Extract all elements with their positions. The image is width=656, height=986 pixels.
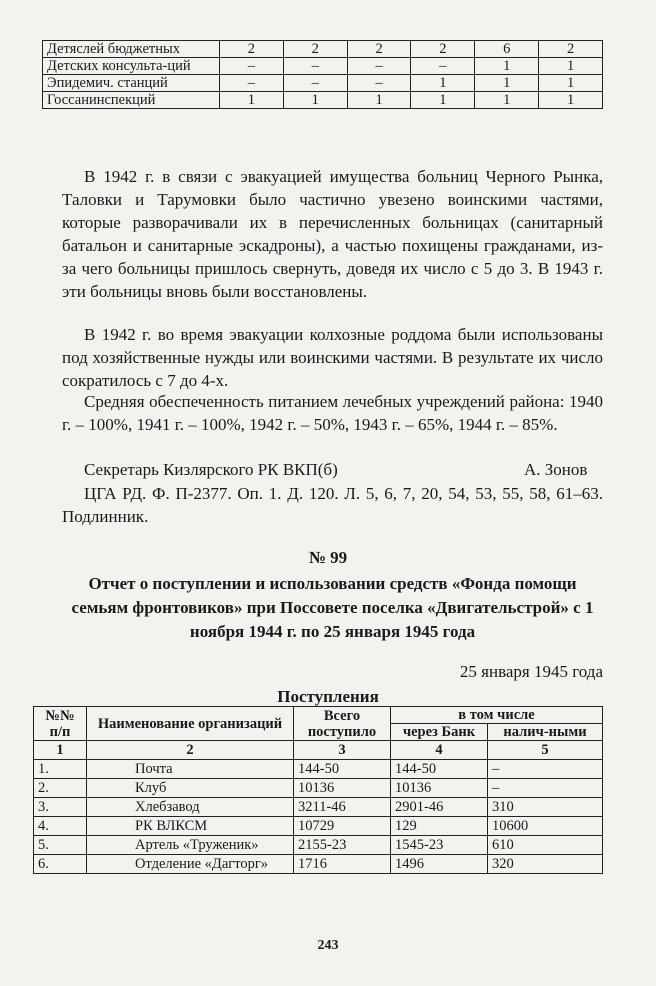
page-number: 243 bbox=[317, 938, 339, 953]
table-cell: 1 bbox=[347, 92, 411, 109]
table-row bbox=[34, 798, 603, 817]
table-cell: 1 bbox=[411, 75, 475, 92]
row-cash: 320 bbox=[488, 855, 603, 874]
row-total: 10729 bbox=[294, 817, 391, 836]
table-row bbox=[34, 836, 603, 855]
column-number: 3 bbox=[294, 741, 391, 760]
header-including: в том числе bbox=[391, 707, 603, 724]
column-number-row bbox=[34, 741, 603, 760]
table-cell: – bbox=[411, 58, 475, 75]
row-org: Артель «Труженик» bbox=[87, 836, 294, 855]
table-cell: – bbox=[220, 58, 284, 75]
row-number: 5. bbox=[34, 836, 87, 855]
table-cell: 2 bbox=[347, 41, 411, 58]
signature-title: Секретарь Кизлярского РК ВКП(б) bbox=[84, 460, 338, 479]
row-bank: 10136 bbox=[391, 779, 488, 798]
table-cell: – bbox=[347, 75, 411, 92]
table-row bbox=[34, 760, 603, 779]
row-cash: 610 bbox=[488, 836, 603, 855]
row-org: РК ВЛКСМ bbox=[87, 817, 294, 836]
receipts-table bbox=[33, 706, 603, 874]
header-cash: налич-ными bbox=[488, 724, 603, 741]
table-row bbox=[34, 779, 603, 798]
table-cell: 1 bbox=[220, 92, 284, 109]
column-number: 5 bbox=[488, 741, 603, 760]
document-title: Отчет о поступлении и использовании средств «Фонда помощи семьям фронтовиков» при Поссовете поселка «Двигательстрой» с 1 ноября 1944 г. по 25 января 1945 года bbox=[71, 574, 594, 641]
row-total: 1716 bbox=[294, 855, 391, 874]
column-number: 1 bbox=[34, 741, 87, 760]
row-org: Клуб bbox=[87, 779, 294, 798]
row-bank: 2901-46 bbox=[391, 798, 488, 817]
row-bank: 129 bbox=[391, 817, 488, 836]
table-cell: 1 bbox=[539, 92, 603, 109]
row-number: 4. bbox=[34, 817, 87, 836]
table-cell: Госсанинспекций bbox=[43, 92, 220, 109]
row-cash: – bbox=[488, 760, 603, 779]
facilities-table bbox=[42, 40, 603, 109]
table-cell: 1 bbox=[539, 58, 603, 75]
row-total: 3211-46 bbox=[294, 798, 391, 817]
table-row bbox=[43, 58, 603, 75]
row-number: 6. bbox=[34, 855, 87, 874]
table-cell: Детяслей бюджетных bbox=[43, 41, 220, 58]
table-cell: 2 bbox=[220, 41, 284, 58]
table-cell: Детских консульта-ций bbox=[43, 58, 220, 75]
table-row bbox=[34, 855, 603, 874]
column-number: 4 bbox=[391, 741, 488, 760]
paragraph-evacuation bbox=[62, 165, 603, 303]
table-cell: 1 bbox=[475, 92, 539, 109]
paragraph-text: В 1942 г. в связи с эвакуацией имущества больниц Черного Рынка, Таловки и Тарумовки было частично увезено воинскими частями, которые разворачивали их в перечисленных больницах (санитарный батальон и санитарные эскадроны), а частью похищены гражданами, из-за чего больницы пришлось свернуть, доведя их число с 5 до 3. В 1943 г. эти больницы вновь были восстановлены. bbox=[62, 167, 603, 301]
document-date: 25 января 1945 года bbox=[459, 662, 603, 681]
row-number: 3. bbox=[34, 798, 87, 817]
row-number: 2. bbox=[34, 779, 87, 798]
table-cell: 1 bbox=[475, 75, 539, 92]
row-org: Почта bbox=[87, 760, 294, 779]
row-total: 10136 bbox=[294, 779, 391, 798]
row-number: 1. bbox=[34, 760, 87, 779]
table-cell: – bbox=[283, 75, 347, 92]
table-row bbox=[43, 75, 603, 92]
table-cell: 1 bbox=[283, 92, 347, 109]
table-cell: 1 bbox=[411, 92, 475, 109]
table-cell: 1 bbox=[539, 75, 603, 92]
table-cell: – bbox=[347, 58, 411, 75]
signature-line bbox=[84, 458, 603, 481]
table-row bbox=[34, 817, 603, 836]
row-cash: 310 bbox=[488, 798, 603, 817]
section-title: Поступления bbox=[277, 687, 379, 706]
table-cell: 1 bbox=[475, 58, 539, 75]
paragraph-nutrition bbox=[62, 390, 603, 436]
table-row bbox=[43, 92, 603, 109]
header-num: №№ п/п bbox=[34, 707, 87, 741]
row-org: Отделение «Дагторг» bbox=[87, 855, 294, 874]
paragraph-text: Средняя обеспеченность питанием лечебных учреждений района: 1940 г. – 100%, 1941 г. – 100%, 1942 г. – 50%, 1943 г. – 65%, 1944 г. – 85%. bbox=[62, 392, 603, 434]
document-number: № 99 bbox=[308, 548, 348, 567]
row-org: Хлебзавод bbox=[87, 798, 294, 817]
table-row bbox=[43, 41, 603, 58]
table-cell: 2 bbox=[539, 41, 603, 58]
row-bank: 1545-23 bbox=[391, 836, 488, 855]
table-cell: – bbox=[283, 58, 347, 75]
header-bank: через Банк bbox=[391, 724, 488, 741]
paragraph-maternity bbox=[62, 323, 603, 392]
table-cell: Эпидемич. станций bbox=[43, 75, 220, 92]
table-cell: – bbox=[220, 75, 284, 92]
row-cash: 10600 bbox=[488, 817, 603, 836]
header-total: Всего поступило bbox=[294, 707, 391, 741]
row-total: 144-50 bbox=[294, 760, 391, 779]
table-cell: 6 bbox=[475, 41, 539, 58]
row-bank: 144-50 bbox=[391, 760, 488, 779]
column-number: 2 bbox=[87, 741, 294, 760]
table-cell: 2 bbox=[411, 41, 475, 58]
archive-reference bbox=[62, 482, 603, 528]
table-cell: 2 bbox=[283, 41, 347, 58]
row-cash: – bbox=[488, 779, 603, 798]
paragraph-text: В 1942 г. во время эвакуации колхозные роддома были использованы под хозяйственные нужды или воинскими частями. В результате их число сократилось с 7 до 4-х. bbox=[62, 325, 603, 390]
header-org: Наименование организаций bbox=[87, 707, 294, 741]
archive-reference-text: ЦГА РД. Ф. П-2377. Оп. 1. Д. 120. Л. 5, 6, 7, 20, 54, 53, 55, 58, 61–63. Подлинник. bbox=[62, 484, 603, 526]
row-total: 2155-23 bbox=[294, 836, 391, 855]
signature-name: А. Зонов bbox=[524, 460, 588, 479]
table-header-row bbox=[34, 707, 603, 724]
row-bank: 1496 bbox=[391, 855, 488, 874]
